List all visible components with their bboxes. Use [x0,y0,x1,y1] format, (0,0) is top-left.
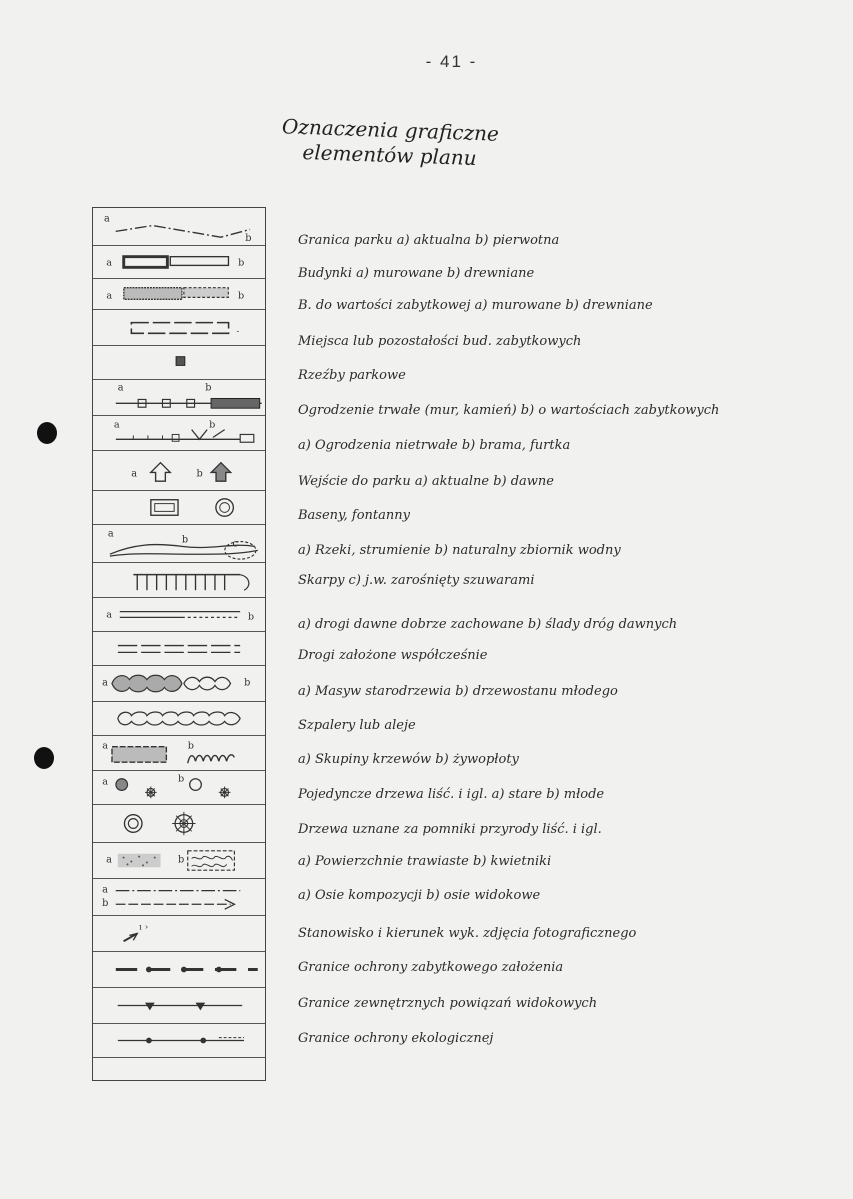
legend-text-rivers: a) Rzeki, strumienie b) naturalny zbiornik wodny [298,543,621,558]
svg-text:a: a [106,290,113,302]
legend-row-view-boundary [93,988,265,1024]
legend-text-tree-stands: a) Masyw starodrzewia b) drzewostanu młodego [298,684,618,699]
svg-text:a: a [102,740,109,752]
legend-row-natural-monuments [93,805,265,843]
modern-roads-symbol [93,632,265,665]
svg-text:b: b [178,854,185,866]
historic-buildings-symbol [93,279,265,309]
svg-text:b: b [178,773,185,785]
photo-spot-symbol [93,916,265,951]
svg-text:a: a [102,884,108,896]
svg-text:c: c [232,538,239,550]
legend-text-escarpment: Skarpy c) j.w. zarośnięty szuwarami [298,573,535,588]
legend-text-pools: Baseny, fontanny [298,508,410,523]
svg-text:a: a [104,213,110,225]
svg-text:a: a [106,609,112,621]
legend-row-empty [93,1058,265,1080]
svg-text:b: b [205,382,212,394]
view-boundary-symbol [93,988,265,1023]
svg-text:a: a [113,419,120,431]
legend-row-axes [93,879,265,916]
shrubs-symbol [93,736,265,770]
sculpture-symbol [93,346,265,379]
legend-text-axes: a) Osie kompozycji b) osie widokowe [298,888,541,903]
page-title-line-1: Oznaczenia graficzne [281,114,500,146]
legend-text-lawns: a) Powierzchnie trawiaste b) kwietniki [298,854,552,869]
park-boundary-symbol [93,208,265,245]
legend-row-sculpture [93,346,265,380]
legend-text-historic-buildings: B. do wartości zabytkowej a) murowane b) drewniane [298,298,653,313]
svg-text:a: a [102,677,108,689]
legend-row-pools [93,491,265,525]
svg-text:b: b [247,611,255,623]
legend-row-single-trees [93,771,265,805]
svg-text:b: b [102,898,109,910]
legend-text-shrubs: a) Skupiny krzewów b) żywopłoty [298,752,519,767]
svg-text:-: - [236,326,240,337]
tree-stands-symbol [93,666,265,701]
legend-row-photo-spot [93,916,265,952]
legend-text-sculpture: Rzeźby parkowe [298,368,406,383]
legend-row-park-boundary [93,208,265,246]
legend-table [92,207,266,1081]
legend-row-permanent-fence [93,380,265,416]
legend-text-historic-remains: Miejsca lub pozostałości bud. zabytkowych [298,334,582,349]
legend-row-entrance [93,451,265,491]
page-number: - 41 - [425,52,478,71]
pools-symbol [93,491,265,524]
entrance-symbol [93,451,265,490]
old-roads-symbol [93,598,265,631]
legend-row-buildings [93,246,265,279]
legend-row-old-roads [93,598,265,632]
single-trees-symbol [93,771,265,804]
legend-text-old-roads: a) drogi dawne dobrze zachowane b) ślady dróg dawnych [298,617,678,632]
legend-text-ecology-boundary: Granice ochrony ekologicznej [298,1031,494,1046]
legend-text-view-boundary: Granice zewnętrznych powiązań widokowych [298,996,598,1011]
svg-text:b: b [181,534,189,546]
page-title [239,113,541,173]
natural-monuments-symbol [93,805,265,842]
svg-text:a: a [106,257,113,269]
punch-hole-top [37,422,57,444]
legend-text-photo-spot: Stanowisko i kierunek wyk. zdjęcia fotograficznego [298,926,637,941]
legend-row-lawns [93,843,265,879]
legend-text-permanent-fence: Ogrodzenie trwałe (mur, kamień) b) o wartościach zabytkowych [298,403,720,418]
svg-text:b: b [209,419,216,431]
legend-row-ecology-boundary [93,1024,265,1058]
svg-text:b: b [245,233,252,245]
svg-text:a: a [102,776,109,788]
legend-row-protection-boundary [93,952,265,988]
legend-row-temporary-fence [93,416,265,451]
legend-row-shrubs [93,736,265,771]
legend-text-modern-roads: Drogi założone współcześnie [298,648,488,663]
svg-text:a: a [131,468,138,480]
svg-text:b: b [238,290,245,302]
svg-text:ı ›: ı › [139,922,149,933]
legend-text-natural-monuments: Drzewa uznane za pomniki przyrody liść. i igl. [298,822,602,837]
legend-text-protection-boundary: Granice ochrony zabytkowego założenia [298,960,564,975]
temporary-fence-symbol [93,416,265,450]
punch-hole-bottom [34,747,54,769]
svg-text:b: b [244,677,251,689]
rivers-symbol [93,525,265,562]
protection-boundary-symbol [93,952,265,987]
ecology-boundary-symbol [93,1024,265,1057]
escarpment-symbol [93,563,265,597]
historic-remains-symbol [93,310,265,345]
legend-text-single-trees: Pojedyncze drzewa liść. i igl. a) stare b) młode [298,787,605,802]
buildings-symbol [93,246,265,278]
legend-row-tree-stands [93,666,265,702]
svg-text:b: b [196,468,203,480]
axes-symbol [93,879,265,915]
legend-row-historic-remains [93,310,265,346]
svg-text:a: a [117,382,124,394]
legend-text-park-boundary: Granica parku a) aktualna b) pierwotna [298,233,560,248]
svg-text:b: b [187,740,194,752]
page-title-line-2: elementów planu [302,139,478,171]
permanent-fence-symbol [93,380,265,415]
legend-row-historic-buildings [93,279,265,310]
legend-row-escarpment [93,563,265,598]
legend-row-alleys [93,702,265,736]
legend-text-entrance: Wejście do parku a) aktualne b) dawne [298,474,554,489]
legend-row-modern-roads [93,632,265,666]
svg-text:b: b [238,257,245,269]
alleys-symbol [93,702,265,735]
svg-text:a: a [107,528,114,540]
legend-text-alleys: Szpalery lub aleje [298,718,416,733]
legend-text-temporary-fence: a) Ogrodzenia nietrwałe b) brama, furtka [298,438,571,453]
legend-row-rivers [93,525,265,563]
svg-text:a: a [106,854,112,866]
legend-text-buildings: Budynki a) murowane b) drewniane [298,266,535,281]
lawns-symbol [93,843,265,878]
